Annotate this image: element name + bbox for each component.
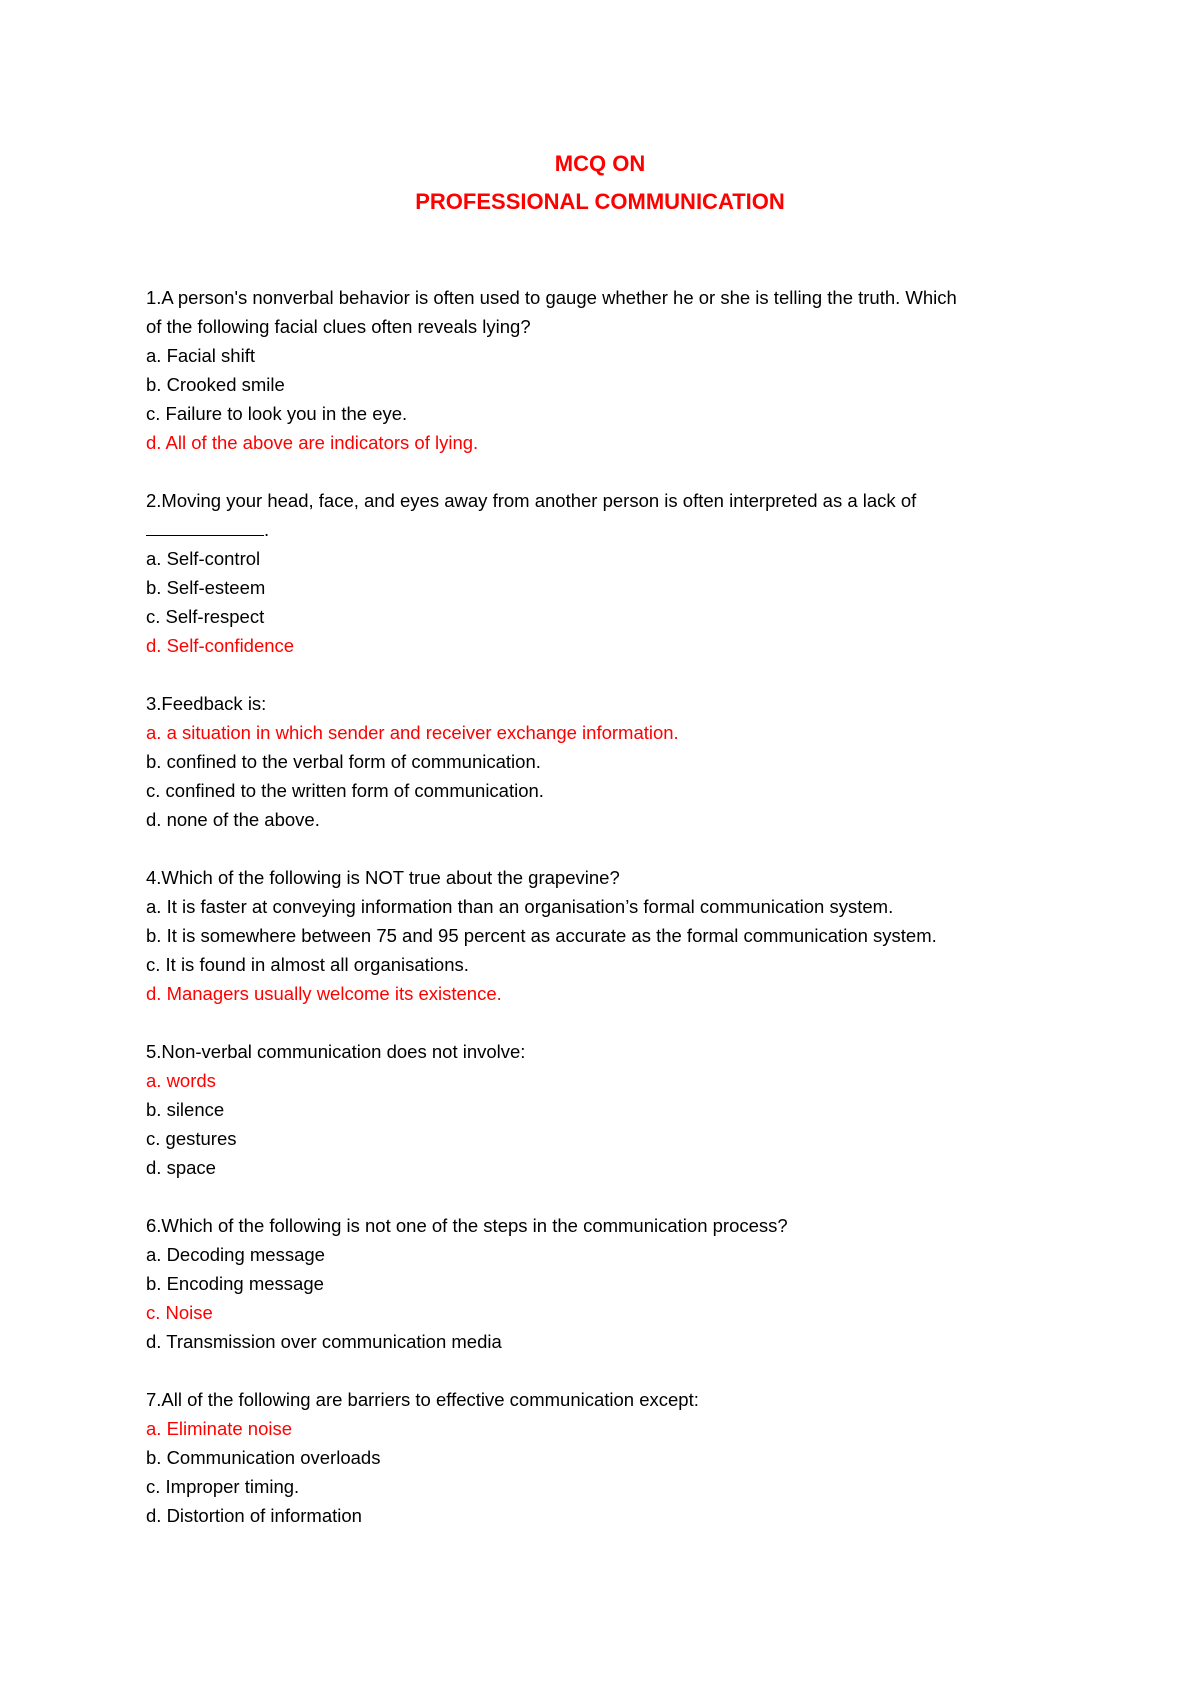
answer-option-correct: d. Managers usually welcome its existence. bbox=[146, 983, 502, 1004]
document-title-line-1: MCQ ON bbox=[554, 151, 646, 176]
answer-option: c. Failure to look you in the eye. bbox=[146, 403, 408, 424]
document-title-line-2: PROFESSIONAL COMMUNICATION bbox=[415, 189, 785, 214]
answer-option: a. Facial shift bbox=[146, 345, 255, 366]
answer-option: b. Crooked smile bbox=[146, 374, 285, 395]
answer-option: b. It is somewhere between 75 and 95 percent as accurate as the formal communication system. bbox=[146, 925, 937, 946]
answer-option: c. confined to the written form of communication. bbox=[146, 780, 544, 801]
answer-option-correct: a. a situation in which sender and receiver exchange information. bbox=[146, 722, 679, 743]
answer-option-correct: d. Self-confidence bbox=[146, 635, 295, 656]
question-2 bbox=[146, 486, 1076, 660]
question-1 bbox=[146, 283, 1076, 457]
answer-option-correct: d. All of the above are indicators of lying. bbox=[146, 432, 479, 453]
answer-option: b. silence bbox=[146, 1099, 225, 1120]
answer-option: b. Communication overloads bbox=[146, 1447, 381, 1468]
question-stem bbox=[146, 689, 1076, 718]
answer-option: b. Encoding message bbox=[146, 1273, 324, 1294]
answer-option: c. It is found in almost all organisations. bbox=[146, 954, 469, 975]
question-stem-text: 3.Feedback is: bbox=[146, 693, 267, 714]
answer-option: d. Transmission over communication media bbox=[146, 1331, 502, 1352]
question-stem-blank-line bbox=[146, 515, 1076, 544]
question-4 bbox=[146, 863, 1076, 1008]
answer-option: a. It is faster at conveying information than an organisation’s formal communication system. bbox=[146, 896, 894, 917]
answer-option: c. Self-respect bbox=[146, 606, 265, 627]
answer-option: b. Self-esteem bbox=[146, 577, 266, 598]
question-stem bbox=[146, 283, 1076, 341]
question-stem-text: 2.Moving your head, face, and eyes away from another person is often interpreted as a lack of bbox=[146, 490, 917, 511]
question-stem bbox=[146, 1385, 1076, 1414]
answer-option-correct: a. Eliminate noise bbox=[146, 1418, 293, 1439]
question-stem bbox=[146, 1211, 1076, 1240]
question-6 bbox=[146, 1211, 1076, 1356]
question-stem-text: 5.Non-verbal communication does not involve: bbox=[146, 1041, 526, 1062]
question-stem-text: 4.Which of the following is NOT true about the grapevine? bbox=[146, 867, 620, 888]
question-stem-text: 6.Which of the following is not one of the steps in the communication process? bbox=[146, 1215, 788, 1236]
answer-option: a. Self-control bbox=[146, 548, 261, 569]
question-list bbox=[146, 283, 1076, 1559]
question-stem bbox=[146, 1037, 1076, 1066]
question-stem-text: . bbox=[264, 519, 270, 540]
question-stem-text: 7.All of the following are barriers to effective communication except: bbox=[146, 1389, 699, 1410]
answer-option: d. Distortion of information bbox=[146, 1505, 362, 1526]
question-3 bbox=[146, 689, 1076, 834]
answer-blank bbox=[146, 517, 264, 536]
question-stem-text: 1.A person's nonverbal behavior is often used to gauge whether he or she is telling the truth. Which bbox=[146, 287, 957, 308]
answer-option: c. Improper timing. bbox=[146, 1476, 300, 1497]
answer-option-correct: a. words bbox=[146, 1070, 216, 1091]
question-7 bbox=[146, 1385, 1076, 1530]
answer-option: d. space bbox=[146, 1157, 216, 1178]
answer-option: a. Decoding message bbox=[146, 1244, 325, 1265]
question-5 bbox=[146, 1037, 1076, 1182]
answer-option-correct: c. Noise bbox=[146, 1302, 213, 1323]
answer-option: c. gestures bbox=[146, 1128, 237, 1149]
answer-option: b. confined to the verbal form of communication. bbox=[146, 751, 541, 772]
question-stem bbox=[146, 863, 1076, 892]
question-stem-text: of the following facial clues often reveals lying? bbox=[146, 316, 531, 337]
question-stem bbox=[146, 486, 1076, 544]
answer-option: d. none of the above. bbox=[146, 809, 320, 830]
